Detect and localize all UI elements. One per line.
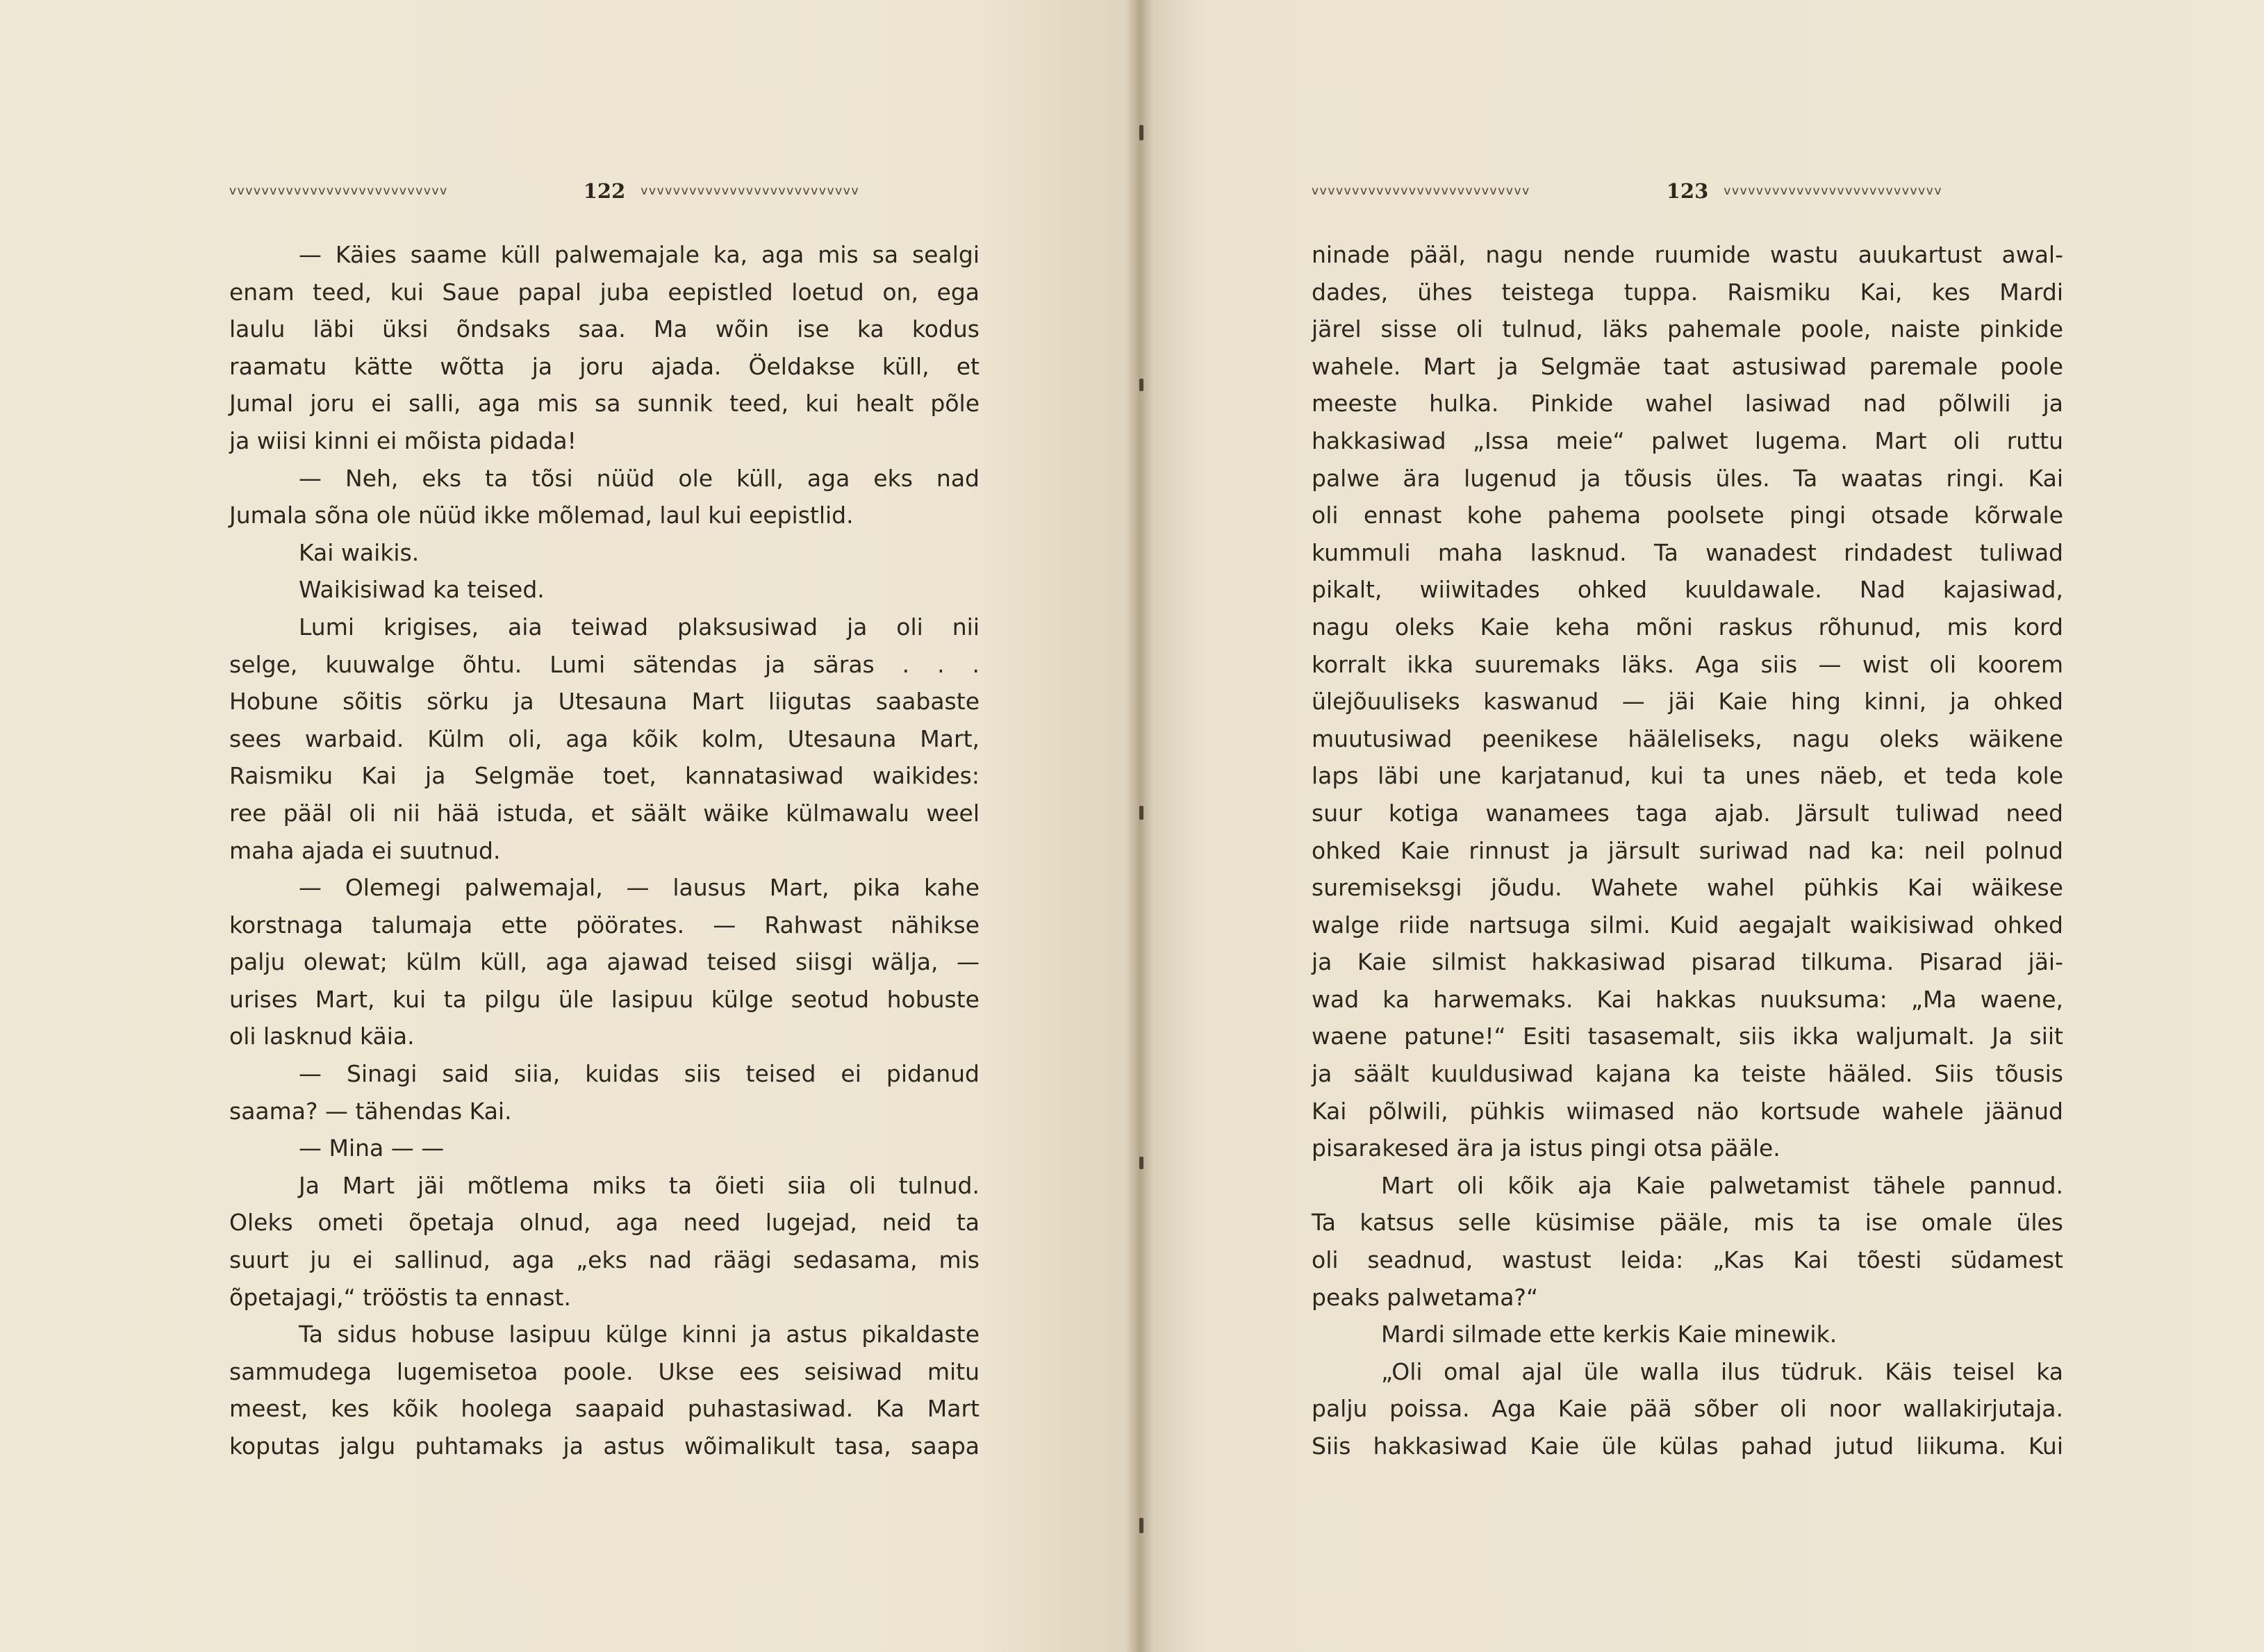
text-line: ree pääl oli nii hää istuda, et säält wäike külmawalu weel bbox=[229, 799, 980, 827]
text-line: laps läbi une karjatanud, kui ta unes näeb, et teda kole bbox=[1312, 762, 2063, 790]
text-line: peaks palwetama?“ bbox=[1312, 1283, 1539, 1311]
text-line: selge, kuuwalge õhtu. Lumi sätendas ja säras . . . bbox=[229, 650, 980, 678]
text-line: suurt ju ei sallinud, aga „eks nad räägi sedasama, mis bbox=[229, 1246, 980, 1274]
text-line: Jumala sõna ole nüüd ikke mõlemad, laul kui eepistlid. bbox=[229, 502, 854, 529]
text-line: wahele. Mart ja Selgmäe taat astusiwad paremale poole bbox=[1312, 352, 2063, 380]
text-line: palju poissa. Aga Kaie pää sõber oli noor wallakirjutaja. bbox=[1312, 1395, 2063, 1423]
binding-thread-mark bbox=[1139, 1157, 1143, 1169]
ornament-rule: vvvvvvvvvvvvvvvvvvvvvvvvvvv bbox=[641, 184, 860, 198]
binding-thread-mark bbox=[1139, 125, 1143, 140]
text-line: Lumi krigises, aia teiwad plaksusiwad ja oli nii bbox=[299, 613, 980, 641]
text-line: Waikisiwad ka teised. bbox=[299, 576, 545, 604]
text-line: suremiseksgi jõudu. Wahete wahel pühkis Kai wäikese bbox=[1312, 874, 2063, 902]
text-line: õpetajagi,“ trööstis ta ennast. bbox=[229, 1283, 571, 1311]
text-line: ja Kaie silmist hakkasiwad pisarad tilkuma. Pisarad jäi- bbox=[1312, 948, 2063, 976]
text-line: muutusiwad peenikese hääleliseks, nagu oleks wäikene bbox=[1312, 725, 2063, 752]
binding-thread-mark bbox=[1139, 806, 1143, 820]
right-page bbox=[1139, 0, 2264, 1652]
text-line: oli ennast kohe pahema poolsete pingi otsade kõrwale bbox=[1312, 502, 2063, 529]
text-line: meest, kes kõik hoolega saapaid puhastasiwad. Ka Mart bbox=[229, 1395, 980, 1423]
text-line: Mart oli kõik aja Kaie palwetamist tähele pannud. bbox=[1381, 1171, 2063, 1199]
text-line: Jumal joru ei salli, aga mis sa sunnik teed, kui healt põle bbox=[229, 390, 980, 418]
text-line: Hobune sõitis sörku ja Utesauna Mart liigutas saabaste bbox=[229, 688, 980, 716]
text-line: Siis hakkasiwad Kaie üle külas pahad jutud liikuma. Kui bbox=[1312, 1432, 2063, 1460]
ornament-rule: vvvvvvvvvvvvvvvvvvvvvvvvvvv bbox=[229, 184, 448, 198]
running-header-right bbox=[1312, 174, 2063, 208]
text-line: ülejõuuliseks kaswanud — jäi Kaie hing kinni, ja ohked bbox=[1312, 688, 2063, 716]
page-number: 122 bbox=[583, 179, 626, 203]
text-line: Ta katsus selle küsimise pääle, mis ta ise omale üles bbox=[1312, 1209, 2063, 1237]
text-line: sees warbaid. Külm oli, aga kõik kolm, Utesauna Mart, bbox=[229, 725, 980, 752]
text-line: — Olemegi palwemajal, — lausus Mart, pika kahe bbox=[299, 874, 980, 902]
text-line: palju olewat; külm küll, aga ajawad teised siisgi wälja, — bbox=[229, 948, 980, 976]
text-line: hakkasiwad „Issa meie“ palwet lugema. Mart oli ruttu bbox=[1312, 427, 2063, 454]
text-line: sammudega lugemisetoa poole. Ukse ees seisiwad mitu bbox=[229, 1357, 980, 1385]
text-line: ja säält kuuldusiwad kajana ka teiste hääled. Siis tõusis bbox=[1312, 1060, 2063, 1088]
text-line: laulu läbi üksi õndsaks saa. Ma wõin ise ka kodus bbox=[229, 315, 980, 343]
page-number: 123 bbox=[1666, 179, 1709, 203]
text-line: — Sinagi said siia, kuidas siis teised ei pidanud bbox=[299, 1060, 980, 1088]
running-header-left bbox=[229, 174, 980, 208]
text-line: — Käies saame küll palwemajale ka, aga mis sa sealgi bbox=[299, 241, 980, 268]
text-line: Mardi silmade ette kerkis Kaie minewik. bbox=[1381, 1321, 1837, 1348]
text-line: dades, ühes teistega tuppa. Raismiku Kai, kes Mardi bbox=[1312, 278, 2063, 306]
right-page-text bbox=[1312, 236, 2063, 1465]
ornament-rule: vvvvvvvvvvvvvvvvvvvvvvvvvvv bbox=[1724, 184, 1943, 198]
text-line: pisarakesed ära ja istus pingi otsa pääle. bbox=[1312, 1134, 1780, 1162]
left-page-text bbox=[229, 236, 980, 1465]
text-line: enam teed, kui Saue papal juba eepistled loetud on, ega bbox=[229, 278, 980, 306]
text-line: wad ka harwemaks. Kai hakkas nuuksuma: „Ma waene, bbox=[1312, 985, 2063, 1013]
text-line: oli seadnud, wastust leida: „Kas Kai tõesti südamest bbox=[1312, 1246, 2063, 1274]
text-line: ninade pääl, nagu nende ruumide wastu auukartust awal- bbox=[1312, 241, 2063, 268]
binding-thread-mark bbox=[1139, 1518, 1143, 1533]
text-line: järel sisse oli tulnud, läks pahemale poole, naiste pinkide bbox=[1312, 315, 2063, 343]
text-line: — Neh, eks ta tõsi nüüd ole küll, aga eks nad bbox=[299, 464, 980, 492]
text-line: Kai põlwili, pühkis wiimased näo kortsude wahele jäänud bbox=[1312, 1097, 2063, 1125]
text-line: korstnaga talumaja ette pöörates. — Rahwast nähikse bbox=[229, 911, 980, 939]
text-line: raamatu kätte wõtta ja joru ajada. Öeldakse küll, et bbox=[229, 352, 980, 380]
text-line: saama? — tähendas Kai. bbox=[229, 1097, 512, 1125]
text-line: urises Mart, kui ta pilgu üle lasipuu külge seotud hobuste bbox=[229, 985, 980, 1013]
text-line: Ja Mart jäi mõtlema miks ta õieti siia oli tulnud. bbox=[299, 1171, 980, 1199]
text-line: Raismiku Kai ja Selgmäe toet, kannatasiwad waikides: bbox=[229, 762, 980, 790]
text-line: ja wiisi kinni ei mõista pidada! bbox=[229, 427, 577, 454]
ornament-rule: vvvvvvvvvvvvvvvvvvvvvvvvvvv bbox=[1312, 184, 1530, 198]
text-line: waene patune!“ Esiti tasasemalt, siis ikka waljumalt. Ja siit bbox=[1312, 1023, 2063, 1050]
book-gutter bbox=[1125, 0, 1153, 1652]
text-line: meeste hulka. Pinkide wahel lasiwad nad põlwili ja bbox=[1312, 390, 2063, 418]
text-line: maha ajada ei suutnud. bbox=[229, 836, 501, 864]
text-line: walge riide nartsuga silmi. Kuid aegajalt waikisiwad ohked bbox=[1312, 911, 2063, 939]
text-line: kummuli maha lasknud. Ta wanadest rindadest tuliwad bbox=[1312, 538, 2063, 566]
text-line: palwe ära lugenud ja tõusis üles. Ta waatas ringi. Kai bbox=[1312, 464, 2063, 492]
text-line: Kai waikis. bbox=[299, 538, 420, 566]
text-line: — Mina — — bbox=[299, 1134, 445, 1162]
text-line: „Oli omal ajal üle walla ilus tüdruk. Käis teisel ka bbox=[1381, 1357, 2063, 1385]
text-line: korralt ikka suuremaks läks. Aga siis — wist oli koorem bbox=[1312, 650, 2063, 678]
text-line: oli lasknud käia. bbox=[229, 1023, 415, 1050]
binding-thread-mark bbox=[1139, 379, 1143, 391]
text-line: koputas jalgu puhtamaks ja astus wõimalikult tasa, saapa bbox=[229, 1432, 980, 1460]
text-line: ohked Kaie rinnust ja järsult suriwad nad ka: neil polnud bbox=[1312, 836, 2063, 864]
text-line: suur kotiga wanamees taga ajab. Järsult tuliwad need bbox=[1312, 799, 2063, 827]
text-line: pikalt, wiiwitades ohked kuuldawale. Nad kajasiwad, bbox=[1312, 576, 2063, 604]
text-line: Oleks ometi õpetaja olnud, aga need lugejad, neid ta bbox=[229, 1209, 980, 1237]
text-line: Ta sidus hobuse lasipuu külge kinni ja astus pikaldaste bbox=[299, 1321, 980, 1348]
text-line: nagu oleks Kaie keha mõni raskus rõhunud, mis kord bbox=[1312, 613, 2063, 641]
